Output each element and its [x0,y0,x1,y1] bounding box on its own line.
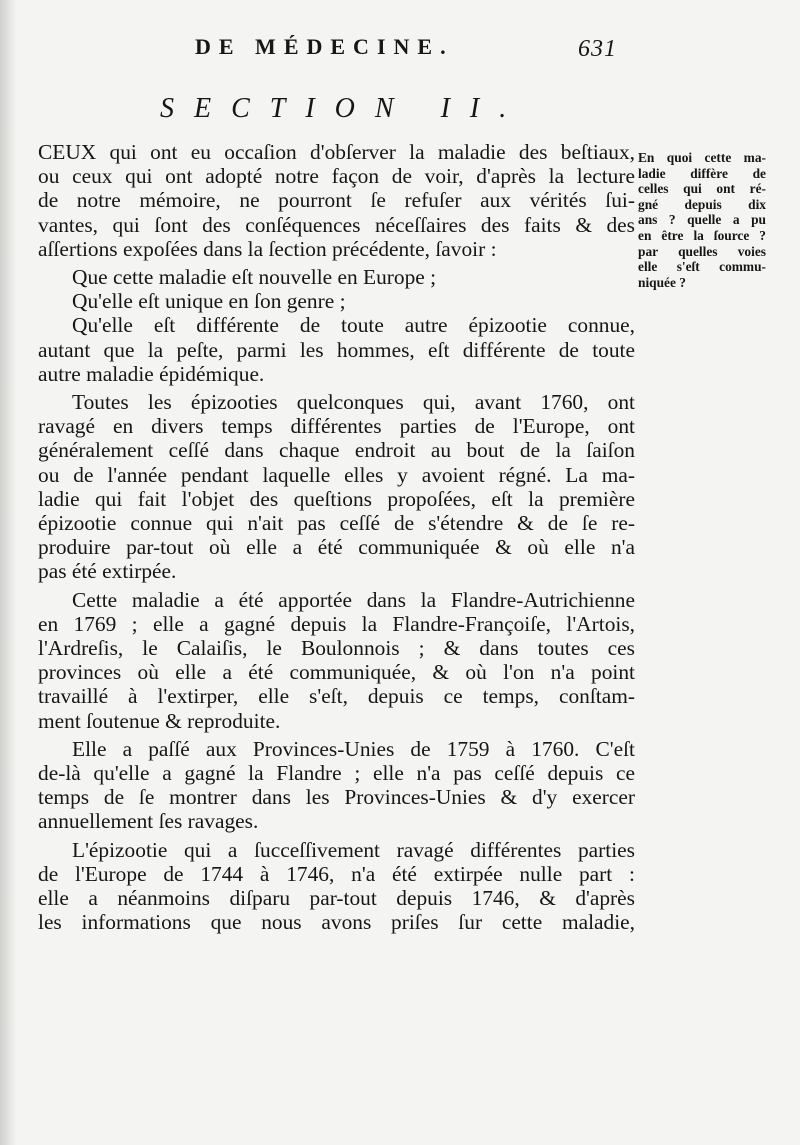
marginal-note-line: gné depuis dix [638,196,766,212]
paragraph-epizooties [38,390,635,584]
page-number: 631 [578,36,617,62]
paragraph-provinces-unies [38,737,635,834]
text-line: ou ceux qui ont adopté notre façon de voir, d'après la lecture [38,164,635,189]
text-line: pas été extirpée. [38,559,177,584]
marginal-note-line: niquée ? [638,274,686,290]
section-title: SECTION II. [160,93,527,124]
paragraph-intro [38,140,635,261]
text-line: produire par-tout où elle a été communiquée & où elle n'a [38,535,635,560]
text-line: ladie qui fait l'objet des queſtions propoſées, eſt la première [38,486,635,511]
text-line: Toutes les épizooties quelconques qui, avant 1760, ont [72,390,635,415]
marginal-note [638,150,766,290]
text-line: les informations que nous avons priſes ſur cette maladie, [38,910,635,935]
text-line: aſſertions expoſées dans la ſection précédente, ſavoir : [38,236,497,261]
text-line: en 1769 ; elle a gagné depuis la Flandre-Françoiſe, l'Artois, [38,611,635,636]
text-line: Cette maladie a été apportée dans la Flandre-Autrichienne [72,587,635,612]
page-gutter-shadow [0,0,16,1145]
text-line: l'Ardreſis, le Calaiſis, le Boulonnois ; & dans toutes ces [38,636,635,661]
text-line: elle a néanmoins diſparu par-tout depuis 1746, & d'après [38,886,635,911]
text-line: ou de l'année pendant laquelle elles y avoient régné. La ma- [38,462,635,487]
text-line: autant que la peſte, parmi les hommes, eſt différente de toute [38,337,635,362]
text-line: autre maladie épidémique. [38,361,265,386]
text-line: provinces où elle a été communiquée, & où l'on n'a point [38,660,635,685]
marginal-note-line: En quoi cette ma- [638,150,766,165]
paragraph-difference [38,313,635,386]
text-line: de notre mémoire, ne pourront ſe refuſer aux vérités ſui- [38,188,635,213]
marginal-note-line: en être la ſource ? [638,227,766,243]
marginal-note-line: ans ? quelle a pu [638,212,766,228]
text-line: ravagé en divers temps différentes parties de l'Europe, ont [38,414,635,439]
text-line: travaillé à l'extirper, elle s'eſt, depuis ce temps, conſtam- [38,684,635,709]
text-line: CEUX qui ont eu occaſion d'obſerver la maladie des beſtiaux, [38,140,635,164]
running-head: DE MÉDECINE. [195,34,454,59]
text-line: L'épizootie qui a ſucceſſivement ravagé différentes parties [72,837,635,862]
truths-list [38,265,635,313]
marginal-note-line: elle s'eſt commu- [638,259,766,275]
marginal-note-line: ladie diffère de [638,165,766,181]
text-line: ment ſoutenue & reproduite. [38,708,281,733]
text-line: annuellement ſes ravages. [38,809,259,834]
paragraph-1744 [38,838,635,935]
text-line: généralement ceſſé dans chaque endroit au bout de la ſaiſon [38,438,635,463]
text-line: Qu'elle eſt différente de toute autre épizootie connue, [72,313,635,338]
paragraph-flandre [38,588,635,733]
body-text [38,140,635,939]
text-line: de-là qu'elle a gagné la Flandre ; elle n'a pas ceſſé depuis ce [38,761,635,786]
text-line: temps de ſe montrer dans les Provinces-Unies & d'y exercer [38,785,635,810]
text-line: Elle a paſſé aux Provinces-Unies de 1759 à 1760. C'eſt [72,736,635,761]
text-line: vantes, qui ſont des conſéquences néceſſaires des faits & des [38,212,635,237]
marginal-note-line: celles qui ont ré- [638,181,766,197]
text-line: de l'Europe de 1744 à 1746, n'a été extirpée nulle part : [38,861,635,886]
marginal-note-line: par quelles voies [638,243,766,259]
list-item: Que cette maladie eſt nouvelle en Europe ; [72,265,437,290]
text-line: épizootie connue qui n'ait pas ceſſé de s'étendre & de ſe re- [38,511,635,536]
list-item: Qu'elle eſt unique en ſon genre ; [72,289,346,314]
